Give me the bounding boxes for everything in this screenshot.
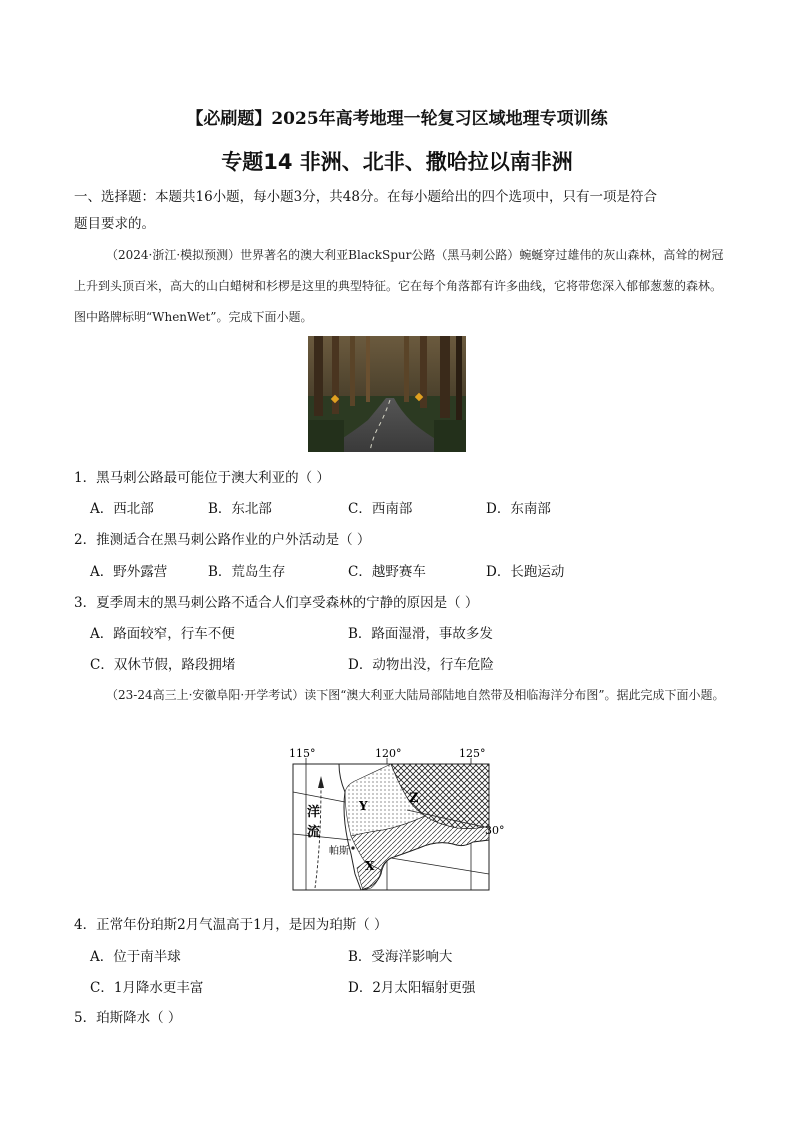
question-5-stem: 5．珀斯降水（ ） — [74, 1010, 182, 1026]
zone-y-label: Y — [359, 799, 368, 813]
question-1-stem: 1．黑马刺公路最可能位于澳大利亚的（ ） — [74, 470, 330, 486]
q4-option-b[interactable]: B．受海洋影响大 — [348, 949, 453, 965]
q2-option-c[interactable]: C．越野赛车 — [348, 564, 426, 580]
ocean-current-label-1: 洋 — [307, 805, 321, 820]
q3-option-b[interactable]: B．路面湿滑，事故多发 — [348, 626, 493, 642]
question-4-stem: 4．正常年份珀斯2月气温高于1月，是因为珀斯（ ） — [74, 917, 388, 933]
ocean-current-label-2: 流 — [307, 825, 321, 840]
question-2-stem: 2．推测适合在黑马刺公路作业的户外活动是（ ） — [74, 532, 371, 548]
q3-option-a[interactable]: A．路面较窄，行车不便 — [90, 626, 235, 642]
passage-1: （2024·浙江·模拟预测）世界著名的澳大利亚BlackSpur公路（黑马刺公路）蜿蜒穿过雄伟的灰山森林，高耸的树冠上升到头顶百米，高大的山白蜡树和杉椤是这里的典型特征。它在每个角落都有许多曲线，它将带您深入郁郁葱葱的森林。图中路牌标明“WhenWet”。完成下面小题。 — [74, 248, 724, 324]
q3-option-d[interactable]: D．动物出没，行车危险 — [348, 657, 494, 673]
q4-option-c[interactable]: C．1月降水更丰富 — [90, 980, 204, 996]
q4-option-d[interactable]: D．2月太阳辐射更强 — [348, 980, 476, 996]
passage-2: （23-24高三上·安徽阜阳·开学考试）读下图“澳大利亚大陆局部陆地自然带及相临海洋分布图”。据此完成下面小题。 — [106, 688, 725, 702]
q1-option-b[interactable]: B．东北部 — [208, 501, 272, 517]
doc-title: 【必刷题】2025年高考地理一轮复习区域地理专项训练 — [186, 109, 608, 129]
q1-option-d[interactable]: D．东南部 — [486, 501, 551, 517]
q1-option-a[interactable]: A．西北部 — [90, 501, 154, 517]
lon-125-label: 125° — [459, 747, 486, 760]
city-perth-label: 帕斯 — [329, 846, 349, 857]
q2-option-d[interactable]: D．长跑运动 — [486, 564, 565, 580]
q2-option-b[interactable]: B．荒岛生存 — [208, 564, 286, 580]
q1-option-c[interactable]: C．西南部 — [348, 501, 413, 517]
lat-30-label: 30° — [485, 824, 505, 837]
road-forest-photo — [308, 336, 466, 452]
section-instructions — [74, 184, 724, 238]
zone-z-label: Z — [409, 791, 419, 806]
q4-option-a[interactable]: A．位于南半球 — [90, 949, 181, 965]
section-line-2: 题目要求的。 — [74, 216, 155, 232]
zone-x-label: X — [365, 859, 375, 873]
q2-option-a[interactable]: A．野外露营 — [90, 564, 168, 580]
section-line-1: 一、选择题：本题共16小题，每小题3分，共48分。在每小题给出的四个选项中，只有一项是符合 — [74, 189, 657, 205]
question-3-stem: 3．夏季周末的黑马刺公路不适合人们享受森林的宁静的原因是（ ） — [74, 595, 479, 611]
doc-subtitle: 专题14 非洲、北非、撒哈拉以南非洲 — [221, 150, 573, 174]
lon-115-label: 115° — [289, 747, 316, 760]
australia-natural-zone-map — [287, 744, 509, 894]
q3-option-c[interactable]: C．双休节假，路段拥堵 — [90, 657, 236, 673]
lon-120-label: 120° — [375, 747, 402, 760]
